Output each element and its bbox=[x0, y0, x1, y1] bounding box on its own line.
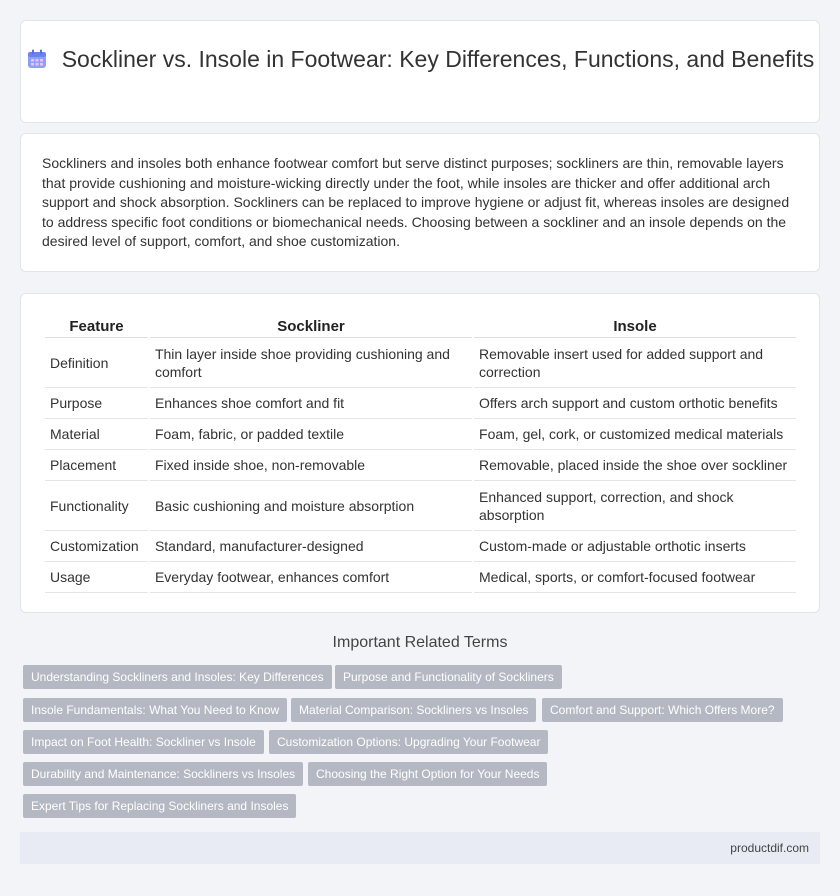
table-cell-feature: Placement bbox=[45, 450, 148, 481]
title-card bbox=[20, 20, 820, 123]
page-title-row bbox=[21, 45, 819, 74]
intro-card bbox=[20, 133, 820, 272]
footer-site[interactable]: productdif.com bbox=[730, 841, 809, 855]
table-row bbox=[45, 562, 796, 593]
table-cell-insole: Removable insert used for added support and correction bbox=[474, 338, 796, 388]
table-cell-sockliner: Everyday footwear, enhances comfort bbox=[150, 562, 472, 593]
table-row bbox=[45, 419, 796, 450]
table-cell-sockliner: Standard, manufacturer-designed bbox=[150, 531, 472, 562]
table-header-cell: Sockliner bbox=[150, 316, 472, 338]
related-tag[interactable]: Purpose and Functionality of Sockliners bbox=[335, 665, 562, 689]
table-cell-feature: Functionality bbox=[45, 481, 148, 531]
related-tag[interactable]: Insole Fundamentals: What You Need to Know bbox=[23, 698, 287, 722]
related-tag[interactable]: Comfort and Support: Which Offers More? bbox=[542, 698, 783, 722]
table-cell-insole: Medical, sports, or comfort-focused footwear bbox=[474, 562, 796, 593]
comparison-table-card bbox=[20, 293, 820, 613]
table-header-cell: Insole bbox=[474, 316, 796, 338]
table-cell-feature: Definition bbox=[45, 338, 148, 388]
table-row bbox=[45, 531, 796, 562]
table-cell-sockliner: Thin layer inside shoe providing cushioning and comfort bbox=[150, 338, 472, 388]
table-cell-insole: Custom-made or adjustable orthotic inserts bbox=[474, 531, 796, 562]
table-cell-sockliner: Enhances shoe comfort and fit bbox=[150, 388, 472, 419]
table-header-row bbox=[45, 316, 796, 338]
table-cell-feature: Material bbox=[45, 419, 148, 450]
table-row bbox=[45, 481, 796, 531]
footer bbox=[20, 832, 820, 864]
related-terms-title: Important Related Terms bbox=[332, 634, 508, 651]
related-tag[interactable]: Understanding Sockliners and Insoles: Key Differences bbox=[23, 665, 332, 689]
table-row bbox=[45, 338, 796, 388]
related-tag[interactable]: Impact on Foot Health: Sockliner vs Insole bbox=[23, 730, 264, 754]
table-cell-feature: Usage bbox=[45, 562, 148, 593]
related-tag[interactable]: Customization Options: Upgrading Your Footwear bbox=[269, 730, 548, 754]
intro-paragraph: Sockliners and insoles both enhance footwear comfort but serve distinct purposes; sockliners are thin, removable layers that provide cushioning and moisture-wicking directly under the foot, while insoles are thicker and offer additional arch support and shock absorption. Sockliners can be replaced to improve hygiene or adjust fit, whereas insoles are designed to address specific foot conditions or biomechanical needs. Choosing between a sockliner and an insole depends on the desired level of support, comfort, and shoe customization. bbox=[42, 155, 790, 250]
table-cell-insole: Offers arch support and custom orthotic benefits bbox=[474, 388, 796, 419]
related-tag[interactable]: Durability and Maintenance: Sockliners vs Insoles bbox=[23, 762, 303, 786]
table-cell-sockliner: Basic cushioning and moisture absorption bbox=[150, 481, 472, 531]
comparison-table bbox=[43, 316, 798, 593]
calendar-icon bbox=[26, 48, 48, 70]
table-cell-feature: Customization bbox=[45, 531, 148, 562]
related-tag[interactable]: Choosing the Right Option for Your Needs bbox=[308, 762, 547, 786]
table-cell-insole: Foam, gel, cork, or customized medical materials bbox=[474, 419, 796, 450]
table-row bbox=[45, 388, 796, 419]
table-header-cell: Feature bbox=[45, 316, 148, 338]
page-title: Sockliner vs. Insole in Footwear: Key Differences, Functions, and Benefits bbox=[61, 46, 815, 72]
table-row bbox=[45, 450, 796, 481]
table-cell-sockliner: Foam, fabric, or padded textile bbox=[150, 419, 472, 450]
table-cell-feature: Purpose bbox=[45, 388, 148, 419]
table-cell-insole: Removable, placed inside the shoe over sockliner bbox=[474, 450, 796, 481]
related-tag[interactable]: Material Comparison: Sockliners vs Insoles bbox=[291, 698, 536, 722]
table-cell-insole: Enhanced support, correction, and shock absorption bbox=[474, 481, 796, 531]
related-tag[interactable]: Expert Tips for Replacing Sockliners and Insoles bbox=[23, 794, 296, 818]
table-cell-sockliner: Fixed inside shoe, non-removable bbox=[150, 450, 472, 481]
